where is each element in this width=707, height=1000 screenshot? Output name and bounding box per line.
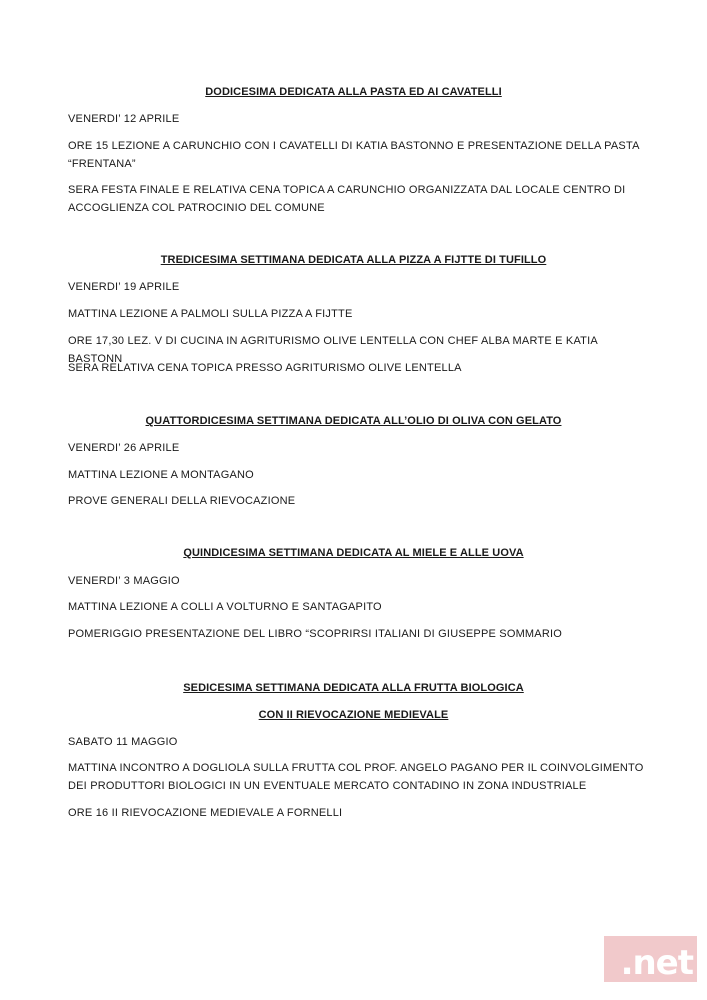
- section-line: PROVE GENERALI DELLA RIEVOCAZIONE: [68, 495, 296, 507]
- section-line: SERA FESTA FINALE E RELATIVA CENA TOPICA A CARUNCHIO ORGANIZZATA DAL LOCALE CENTRO DI ACCOGLIENZA COL PATROCINIO DEL COMUNE: [68, 184, 626, 214]
- section-date: VENERDI’ 3 MAGGIO: [68, 575, 180, 587]
- section-date: VENERDI’ 12 APRILE: [68, 113, 180, 125]
- section-title: TREDICESIMA SETTIMANA DEDICATA ALLA PIZZA A FIJTTE DI TUFILLO: [160, 254, 547, 266]
- section-line: ORE 16 II RIEVOCAZIONE MEDIEVALE A FORNELLI: [68, 807, 343, 819]
- section-subtitle: CON II RIEVOCAZIONE MEDIEVALE: [258, 709, 449, 721]
- section-title: SEDICESIMA SETTIMANA DEDICATA ALLA FRUTTA BIOLOGICA: [183, 682, 524, 694]
- section-line: ORE 17,30 LEZ. V DI CUCINA IN AGRITURISMO OLIVE LENTELLA CON CHEF ALBA MARTE E KATIA BASTONN: [68, 335, 598, 365]
- section-title: QUATTORDICESIMA SETTIMANA DEDICATA ALL’OLIO DI OLIVA CON GELATO: [145, 415, 562, 427]
- section-line: MATTINA LEZIONE A MONTAGANO: [68, 469, 254, 481]
- section-line: SERA RELATIVA CENA TOPICA PRESSO AGRITURISMO OLIVE LENTELLA: [68, 362, 462, 374]
- section-line: MATTINA LEZIONE A PALMOLI SULLA PIZZA A FIJTTE: [68, 308, 353, 320]
- section-line: MATTINA LEZIONE A COLLI A VOLTURNO E SANTAGAPITO: [68, 601, 382, 613]
- section-line: ORE 15 LEZIONE A CARUNCHIO CON I CAVATELLI DI KATIA BASTONNO E PRESENTAZIONE DELLA PASTA “FRENTANA”: [68, 140, 640, 170]
- section-date: VENERDI’ 19 APRILE: [68, 281, 180, 293]
- section-date: SABATO 11 MAGGIO: [68, 736, 178, 748]
- section-title: DODICESIMA DEDICATA ALLA PASTA ED AI CAVATELLI: [205, 86, 502, 98]
- section-line: POMERIGGIO PRESENTAZIONE DEL LIBRO “SCOPRIRSI ITALIANI DI GIUSEPPE SOMMARIO: [68, 628, 562, 640]
- watermark-text: .net: [620, 943, 693, 983]
- section-date: VENERDI’ 26 APRILE: [68, 442, 180, 454]
- section-line: MATTINA INCONTRO A DOGLIOLA SULLA FRUTTA COL PROF. ANGELO PAGANO PER IL COINVOLGIMENTO DEI PRODUTTORI BIOLOGICI IN UN EVENTUALE MERCATO CONTADINO IN ZONA INDUSTRIALE: [68, 762, 644, 792]
- watermark-logo: [604, 936, 697, 982]
- section-title: QUINDICESIMA SETTIMANA DEDICATA AL MIELE E ALLE UOVA: [183, 547, 524, 559]
